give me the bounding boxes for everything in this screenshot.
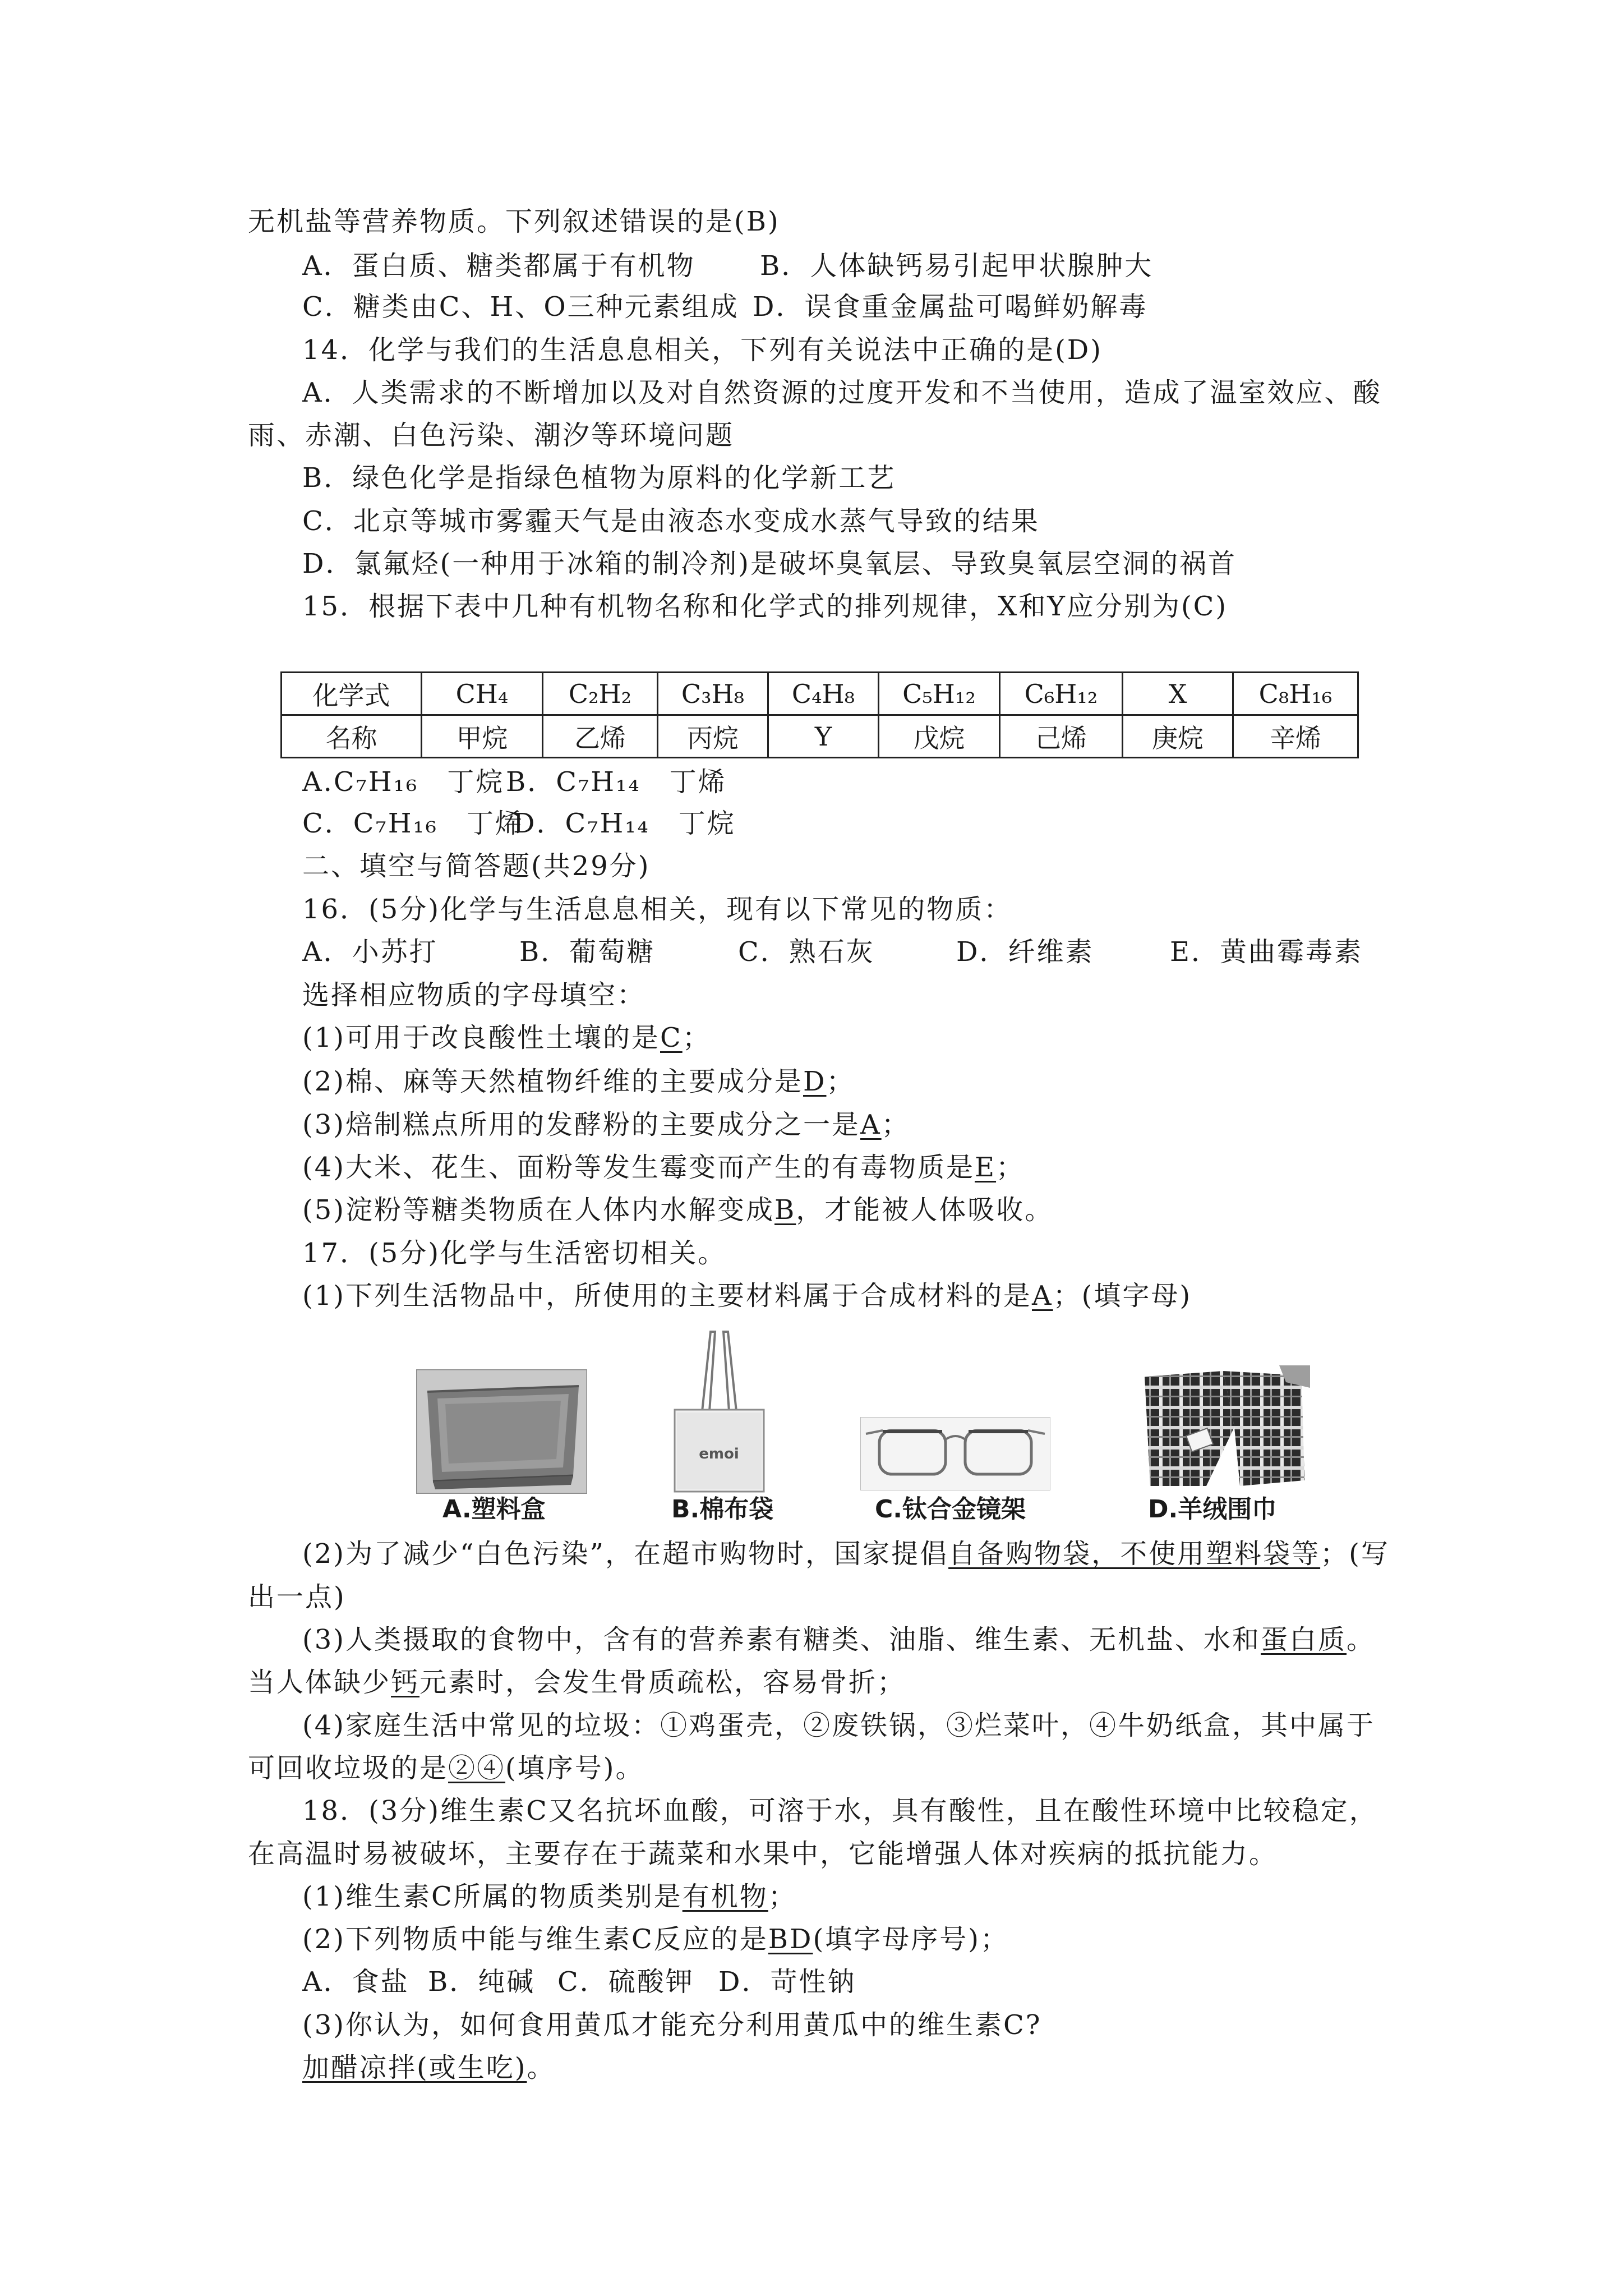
answer-blank: C [660,1022,683,1053]
item-text: (2)下列物质中能与维生素C反应的是 [302,1924,768,1955]
q15-option-d: D．C₇H₁₄ 丁烷 [513,808,736,839]
table-cell: C₈H₁₆ [1233,673,1358,715]
picture-label-b: B.棉布袋 [671,1495,774,1524]
item-text: 可回收垃圾的是 [248,1752,449,1784]
q15-stem: 15．根据下表中几种有机物名称和化学式的排列规律，X和Y应分别为(C) [302,591,1228,622]
scarf-photo [1139,1365,1310,1490]
item-text: 。 [1347,1624,1376,1655]
q18-stem-line1: 18．(3分)维生素C又名抗坏血酸，可溶于水，具有酸性，且在酸性环境中比较稳定， [302,1795,1378,1826]
q16-choice-c: C．熟石灰 [738,936,875,968]
table-cell: C₄H₈ [768,673,879,715]
q16-choice-e: E．黄曲霉毒素 [1170,936,1363,968]
q13-option-c: C．糖类由C、H、O三种元素组成 [302,291,739,323]
table-cell: 丙烷 [658,715,768,758]
q18-part-3-question: (3)你认为，如何食用黄瓜才能充分利用黄瓜中的维生素C? [302,2009,1042,2041]
table-cell: 辛烯 [1233,715,1358,758]
q15-option-a: A.C₇H₁₆ 丁烷 [302,766,505,798]
q14-option-d: D．氯氟烃(一种用于冰箱的制冷剂)是破坏臭氧层、导致臭氧层空洞的祸首 [302,548,1237,579]
item-text: (4)大米、花生、面粉等发生霉变而产生的有毒物质是 [302,1152,975,1183]
bag-logo: emoi [699,1446,739,1462]
q14-option-c: C．北京等城市雾霾天气是由液态水变成水蒸气导致的结果 [302,505,1040,537]
q13-option-d: D．误食重金属盐可喝鲜奶解毒 [753,291,1148,323]
table-cell: C₃H₈ [658,673,768,715]
item-text: (5)淀粉等糖类物质在人体内水解变成 [302,1194,774,1226]
answer-blank: 加醋凉拌(或生吃) [302,2052,527,2083]
q16-item-3 [302,1103,910,1146]
item-text: ；(写 [1320,1538,1390,1570]
answer-blank: A [860,1109,882,1140]
table-cell: 甲烷 [422,715,543,758]
q17-part-2-line2: 出一点) [248,1581,346,1613]
q17-part-4-line2 [248,1747,644,1789]
q18-stem-line2: 在高温时易被破坏，主要存在于蔬菜和水果中，它能增强人体对疾病的抵抗能力。 [248,1838,1278,1870]
item-text: ； [682,1022,711,1053]
item-text: (3)人类摄取的食物中，含有的营养素有糖类、油脂、维生素、无机盐、水和 [302,1624,1261,1655]
table-cell: 化学式 [282,673,422,715]
q18-option-d: D．苛性钠 [718,1966,856,1998]
item-text: ，才能被人体吸收。 [796,1194,1054,1226]
item-text: 。 [527,2052,556,2083]
item-text: (填序号)。 [505,1752,644,1784]
table-cell: C₆H₁₂ [1000,673,1123,715]
plastic-box-photo [416,1369,587,1494]
q13-stem-tail: 无机盐等营养物质。下列叙述错误的是(B) [248,206,780,237]
item-text: (1)下列生活物品中，所使用的主要材料属于合成材料的是 [302,1280,1032,1312]
table-cell: 庚烷 [1123,715,1233,758]
answer-blank: 有机物 [682,1881,768,1912]
q18-part-2 [302,1918,1009,1961]
table-cell: C₂H₂ [543,673,658,715]
q14-option-b: B．绿色化学是指绿色植物为原料的化学新工艺 [302,462,896,494]
q16-item-5 [302,1189,1053,1231]
answer-blank: 蛋白质 [1261,1624,1347,1655]
q16-item-2 [302,1060,855,1103]
q16-instruction: 选择相应物质的字母填空： [302,979,646,1011]
item-text: (2)为了减少“白色污染”，在超市购物时，国家提倡 [302,1538,949,1570]
q16-choice-a: A．小苏打 [302,936,438,968]
table-cell: 乙烯 [543,715,658,758]
q17-part-3-line1 [302,1618,1375,1661]
section-title: 二、填空与简答题(共29分) [302,850,651,882]
picture-label-a: A.塑料盒 [442,1495,546,1524]
q13-option-a: A．蛋白质、糖类都属于有机物 [302,250,695,282]
q16-item-4 [302,1146,1025,1189]
table-cell: CH₄ [422,673,543,715]
answer-blank: BD [768,1924,813,1955]
q15-option-b: B．C₇H₁₄ 丁烯 [506,766,727,798]
table-cell: X [1123,673,1233,715]
q16-choice-b: B．葡萄糖 [519,936,656,968]
table-cell: 名称 [282,715,422,758]
q18-part-1 [302,1875,797,1918]
item-text: ； [826,1066,855,1097]
table-cell: Y [768,715,879,758]
answer-blank: ②④ [448,1752,506,1784]
item-text: ； [881,1109,910,1140]
item-text: (3)焙制糕点所用的发酵粉的主要成分之一是 [302,1109,860,1140]
q17-part-2-line1 [302,1533,1390,1575]
item-text: ； [996,1152,1025,1183]
cloth-bag-photo [671,1328,767,1494]
answer-blank: A [1032,1280,1053,1312]
q18-part-3-answer [302,2046,555,2089]
q14-option-a-line2: 雨、赤潮、白色污染、潮汐等环境问题 [248,420,735,451]
answer-blank: 自备购物袋，不使用塑料袋等 [948,1538,1321,1570]
q16-choice-d: D．纤维素 [956,936,1094,968]
q18-option-c: C．硫酸钾 [557,1966,694,1998]
item-text: 元素时，会发生骨质疏松，容易骨折； [419,1667,906,1698]
item-text: (填字母序号)； [813,1924,1009,1955]
picture-label-c: C.钛合金镜架 [875,1495,1026,1524]
q14-stem: 14．化学与我们的生活息息相关，下列有关说法中正确的是(D) [302,334,1103,366]
answer-blank: 钙 [391,1667,420,1698]
picture-label-d: D.羊绒围巾 [1148,1495,1277,1524]
q18-option-b: B．纯碱 [428,1966,536,1998]
q17-part-4-line1: (4)家庭生活中常见的垃圾：①鸡蛋壳，②废铁锅，③烂菜叶，④牛奶纸盒，其中属于 [302,1710,1375,1741]
answer-blank: B [774,1194,796,1226]
q16-stem: 16．(5分)化学与生活息息相关，现有以下常见的物质： [302,894,1013,925]
q14-option-a-line1: A．人类需求的不断增加以及对自然资源的过度开发和不当使用，造成了温室效应、酸 [302,377,1382,408]
item-text: ； [768,1881,797,1912]
answer-blank: E [975,1152,997,1183]
item-text: ；(填字母) [1053,1280,1192,1312]
q13-option-b: B．人体缺钙易引起甲状腺肿大 [760,250,1154,282]
q17-part-1 [302,1274,1192,1317]
answer-blank: D [803,1066,827,1097]
formula-table [280,671,1359,758]
table-row-name [282,715,1358,758]
q15-option-c: C．C₇H₁₆ 丁烯 [302,808,524,839]
table-row-formula [282,673,1358,715]
q17-stem: 17．(5分)化学与生活密切相关。 [302,1237,727,1269]
table-cell: 戊烷 [879,715,1000,758]
q17-part-3-line2 [248,1661,906,1704]
glasses-photo [860,1417,1050,1490]
q16-item-1 [302,1016,711,1059]
item-text: 当人体缺少 [248,1667,391,1698]
item-text: (2)棉、麻等天然植物纤维的主要成分是 [302,1066,803,1097]
table-cell: C₅H₁₂ [879,673,1000,715]
item-text: (1)维生素C所属的物质类别是 [302,1881,683,1912]
table-cell: 己烯 [1000,715,1123,758]
item-text: (1)可用于改良酸性土壤的是 [302,1022,660,1053]
q18-option-a: A．食盐 [302,1966,409,1998]
